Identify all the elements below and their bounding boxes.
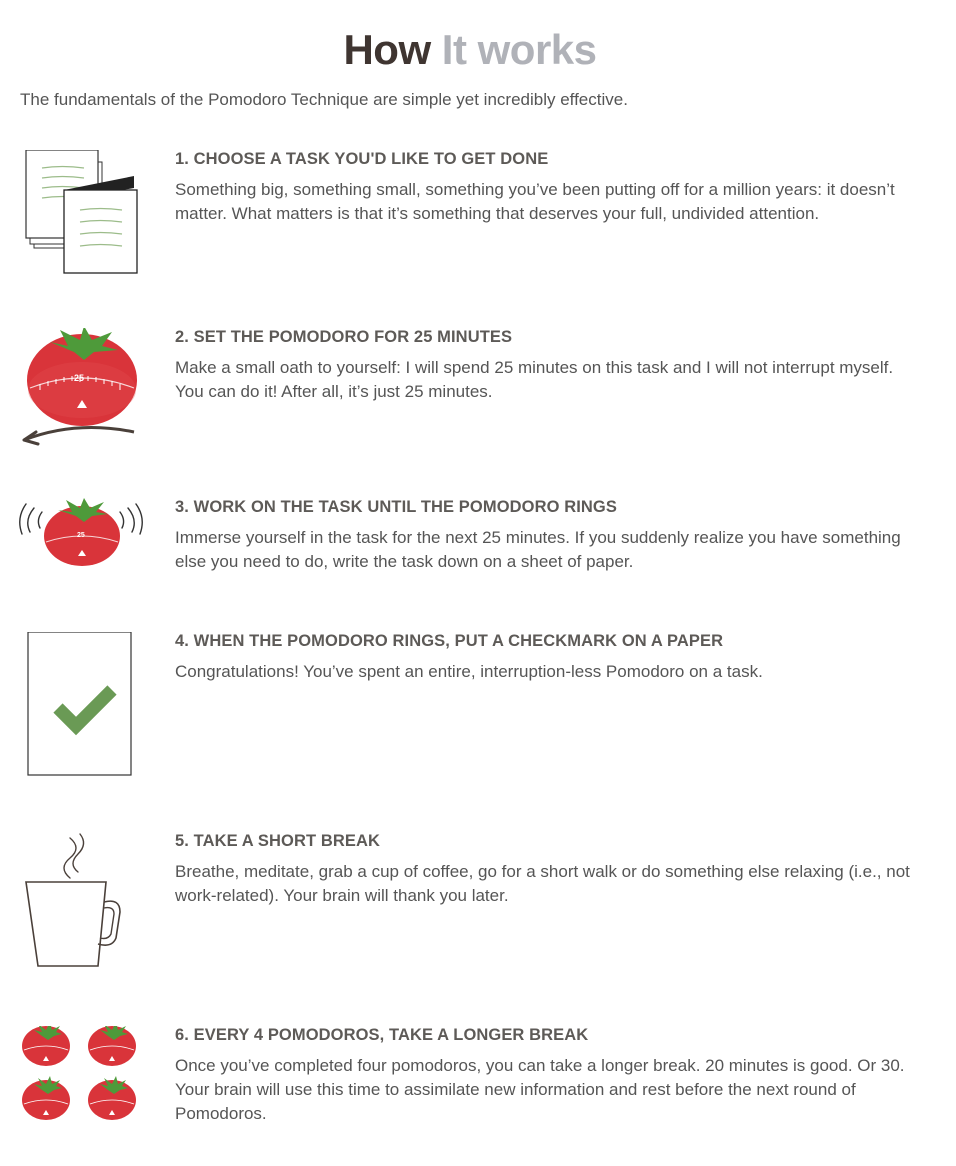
step-heading: 5. TAKE A SHORT BREAK xyxy=(175,832,380,850)
intro-text: The fundamentals of the Pomodoro Technique are simple yet incredibly effective. xyxy=(20,90,628,109)
step-heading: 1. CHOOSE A TASK YOU'D LIKE TO GET DONE xyxy=(175,150,549,168)
title-it-works: It works xyxy=(441,26,597,73)
timer-number: 25 xyxy=(77,532,85,539)
step-body: Congratulations! You’ve spent an entire, interruption-less Pomodoro on a task. xyxy=(175,662,763,681)
step-body: Something big, something small, something you’ve been putting off for a million years: it doesn’t matter. What matters is that it’s something that deserves your full, undivided attention. xyxy=(175,180,895,223)
step-body: Make a small oath to yourself: I will spend 25 minutes on this task and I will not interrupt myself. You can do it! After all, it’s just 25 minutes. xyxy=(175,358,894,401)
step-heading: 6. EVERY 4 POMODOROS, TAKE A LONGER BREAK xyxy=(175,1026,589,1044)
four-tomatoes-icon xyxy=(16,1026,146,1131)
step-heading: 4. WHEN THE POMODORO RINGS, PUT A CHECKMARK ON A PAPER xyxy=(175,632,724,650)
tomato-timer-wind-icon xyxy=(16,328,146,463)
task-papers-icon xyxy=(16,150,146,285)
step-heading: 2. SET THE POMODORO FOR 25 MINUTES xyxy=(175,328,513,346)
step-body: Immerse yourself in the task for the next 25 minutes. If you suddenly realize you have something else you need to do, write the task down on a sheet of paper. xyxy=(175,528,901,571)
step-body: Once you’ve completed four pomodoros, you can take a longer break. 20 minutes is good. Or 30. Your brain will use this time to assimilate new information and rest before the next round of Pomodoros. xyxy=(175,1056,905,1123)
step-heading: 3. WORK ON THE TASK UNTIL THE POMODORO RINGS xyxy=(175,498,617,516)
coffee-cup-icon xyxy=(16,832,136,977)
tomato-timer-ringing-icon xyxy=(16,498,146,583)
title-how: How xyxy=(343,26,431,73)
checkmark-paper-icon xyxy=(16,632,136,783)
page-title xyxy=(0,26,940,74)
timer-number: 25 xyxy=(74,373,85,383)
step-body: Breathe, meditate, grab a cup of coffee, go for a short walk or do something else relaxing (i.e., not work-related). Your brain will thank you later. xyxy=(175,862,910,905)
